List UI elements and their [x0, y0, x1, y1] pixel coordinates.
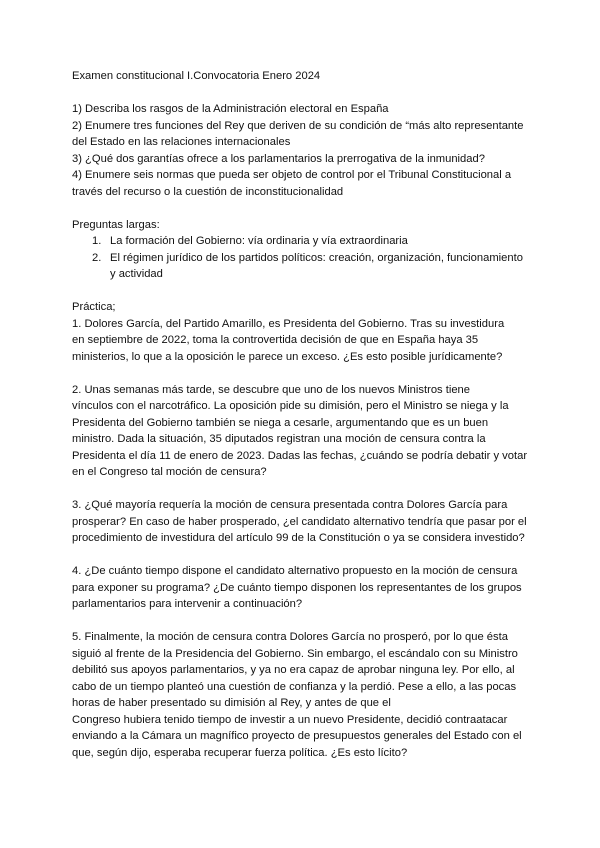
exam-title: Examen constitucional I.Convocatoria Enero 2024 [72, 70, 321, 82]
short-question: 1) Describa los rasgos de la Administración electoral en España [72, 103, 389, 115]
long-questions-heading: Preguntas largas: [72, 218, 160, 231]
document-body [72, 68, 534, 761]
list-number: 2. [92, 251, 102, 264]
practice-question: 3. ¿Qué mayoría requería la moción de censura presentada contra Dolores García para prosperar? En caso de haber prosperado, ¿el candidato alternativo tendría que pasar por el procedimiento de investidura del artículo 99 de la Constitución o ya se considera investido? [72, 499, 527, 544]
short-question: 4) Enumere seis normas que pueda ser objeto de control por el Tribunal Constitucional a través del recurso o la cuestión de inconstitucionalidad [72, 169, 512, 198]
long-question: 1. La formación del Gobierno: vía ordinaria y vía extraordinaria [72, 233, 534, 250]
practice-heading: Práctica; [72, 301, 116, 313]
long-question: 2. El régimen jurídico de los partidos políticos: creación, organización, funcionamiento y actividad [92, 251, 523, 280]
list-number: 1. [92, 235, 102, 247]
practice-question: 2. Unas semanas más tarde, se descubre que uno de los nuevos Ministros tiene vínculos con el narcotráfico. La oposición pide su dimisión, pero el Ministro se niega y la Presidenta del Gobierno también se niega a cesarle, argumentando que es un buen ministro. Dada la situación, 35 diputados registran una moción de censura contra la Presidenta el día 11 de enero de 2023. Dadas las fechas, ¿cuándo se podría debatir y votar en el Congreso tal moción de censura? [72, 383, 528, 478]
practice-question: 4. ¿De cuánto tiempo dispone el candidato alternativo propuesto en la moción de censura para exponer su programa? ¿De cuánto tiempo disponen los representantes de los grupos parlamentarios para intervenir a continuación? [72, 565, 522, 610]
practice-question: 1. Dolores García, del Partido Amarillo, es Presidenta del Gobierno. Tras su investidura en septiembre de 2022, toma la controvertida decisión de que en España haya 35 ministerios, lo que a la oposición le parece un exceso. ¿Es esto posible jurídicamente? [72, 317, 505, 363]
short-question: 3) ¿Qué dos garantías ofrece a los parlamentarios la prerrogativa de la inmunidad? [72, 152, 485, 165]
practice-question: 5. Finalmente, la moción de censura contra Dolores García no prosperó, por lo que ésta siguió al frente de la Presidencia del Gobierno. Sin embargo, el escándalo con su Ministro debilitó sus apoyos parlamentarios, y ya no era capaz de aprobar ninguna ley. Por ello, al cabo de un tiempo planteó una cuestión de confianza y la perdió. Pese a ello, a las pocas horas de haber presentado su dimisión al Rey, y antes de que el Congreso hubiera tenido tiempo de investir a un nuevo Presidente, decidió contraatacar enviando a la Cámara un magnífico proyecto de presupuestos generales del Estado con el que, según dijo, esperaba recuperar fuerza política. ¿Es esto lícito? [72, 631, 522, 759]
short-question: 2) Enumere tres funciones del Rey que deriven de su condición de “más alto representante del Estado en las relaciones internacionales [72, 119, 524, 148]
